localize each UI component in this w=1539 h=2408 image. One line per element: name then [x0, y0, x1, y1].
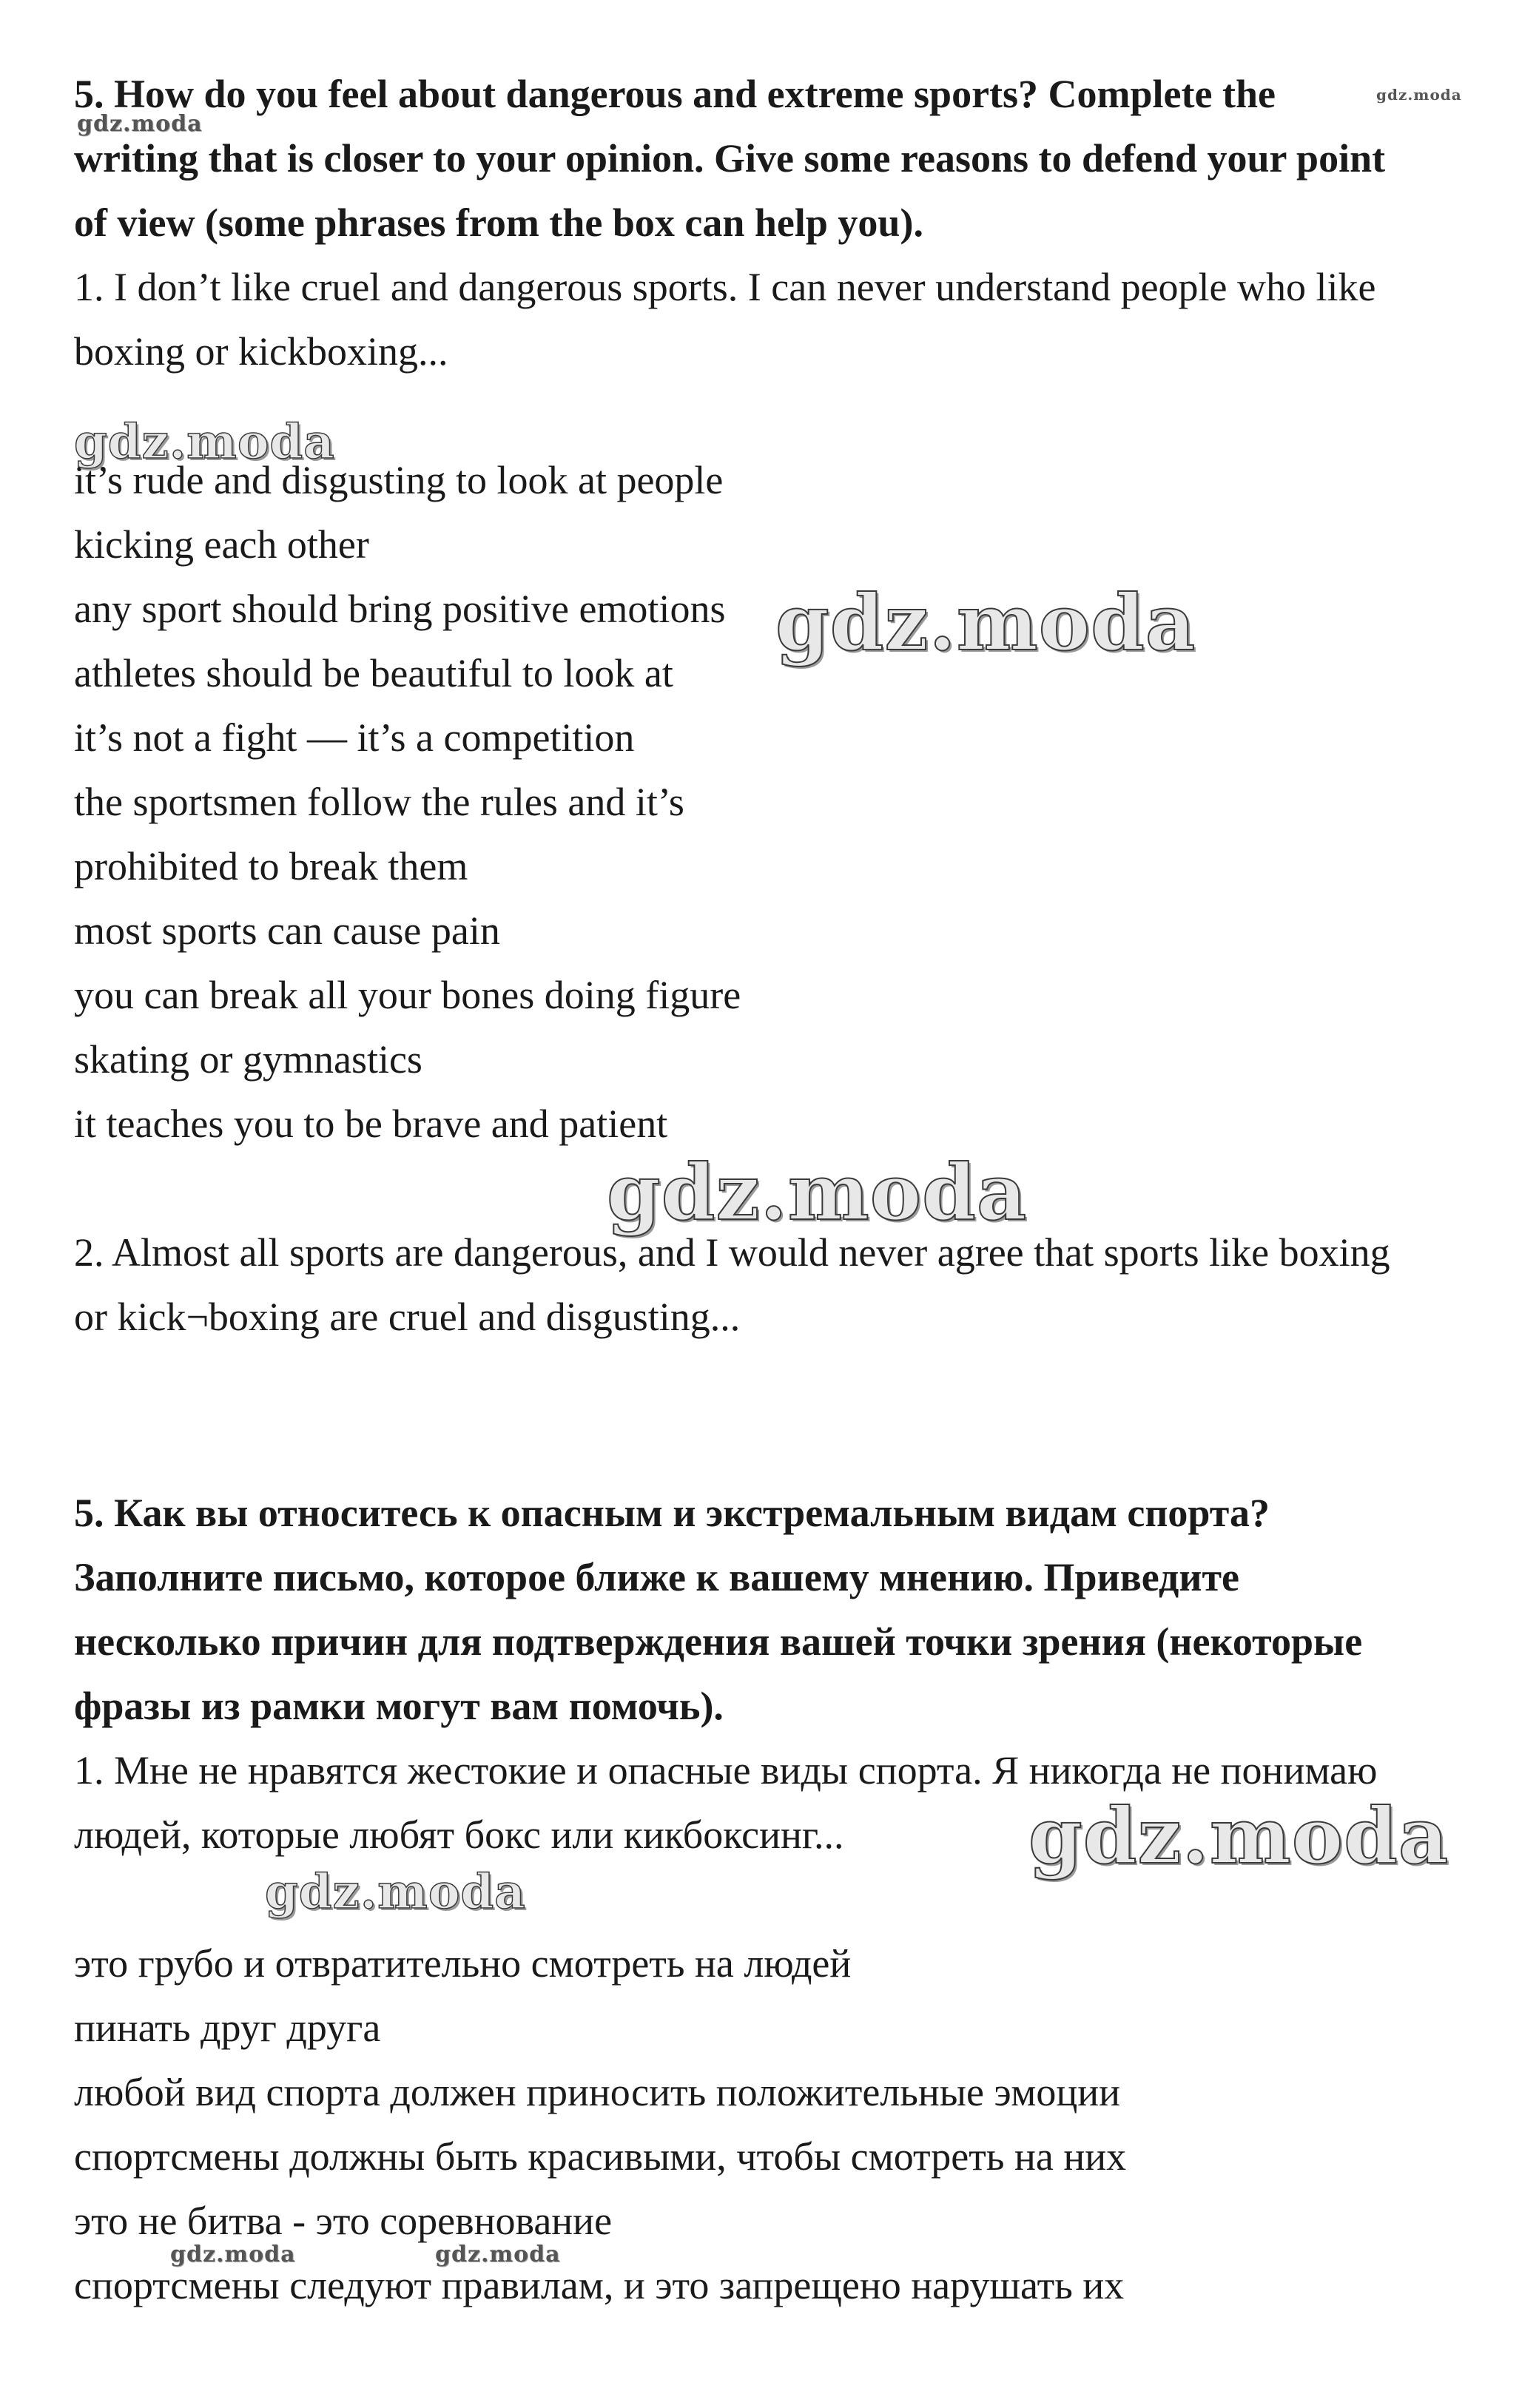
- watermark: gdz.moda: [1028, 1790, 1449, 1881]
- opinion-2-line-2: or kick¬boxing are cruel and disgusting...: [74, 1295, 741, 1339]
- phrase-line: any sport should bring positive emotions: [74, 587, 726, 631]
- ru-phrase-line: спортсмены следуют правилам, и это запрещено нарушать их: [74, 2263, 1125, 2307]
- phrase-line: most sports can cause pain: [74, 908, 500, 953]
- ru-opinion-1-line-1: 1. Мне не нравятся жестокие и опасные виды спорта. Я никогда не понимаю: [74, 1748, 1378, 1792]
- phrase-line: skating or gymnastics: [74, 1037, 422, 1082]
- watermark: gdz.moda: [265, 1864, 526, 1920]
- task-heading-line-1: 5. How do you feel about dangerous and extreme sports? Complete the: [74, 72, 1276, 116]
- watermark: gdz.moda: [607, 1147, 1028, 1238]
- task-heading-line-2: writing that is closer to your opinion. Give some reasons to defend your point: [74, 136, 1386, 181]
- phrase-line: the sportsmen follow the rules and it’s: [74, 780, 684, 824]
- opinion-1-line-2: boxing or kickboxing...: [74, 329, 448, 374]
- ru-phrase-line: пинать друг друга: [74, 2006, 381, 2050]
- opinion-2-line-1: 2. Almost all sports are dangerous, and I would never agree that sports like boxing: [74, 1230, 1390, 1275]
- ru-opinion-1-line-2: людей, которые любят бокс или кикбоксинг...: [74, 1812, 844, 1857]
- watermark: gdz.moda: [435, 2242, 561, 2267]
- watermark: gdz.moda: [74, 414, 335, 470]
- watermark: gdz.moda: [77, 111, 203, 137]
- phrase-line: you can break all your bones doing figure: [74, 973, 741, 1017]
- ru-task-heading-line-3: несколько причин для подтверждения вашей точки зрения (некоторые: [74, 1619, 1363, 1664]
- task-heading-line-3: of view (some phrases from the box can help you).: [74, 200, 923, 245]
- phrase-line: athletes should be beautiful to look at: [74, 651, 673, 695]
- watermark: gdz.moda: [1376, 86, 1462, 104]
- phrase-line: it teaches you to be brave and patient: [74, 1102, 668, 1146]
- watermark: gdz.moda: [170, 2242, 296, 2267]
- opinion-1-line-1: 1. I don’t like cruel and dangerous sports. I can never understand people who like: [74, 265, 1376, 309]
- watermark: gdz.moda: [775, 577, 1196, 668]
- ru-phrase-line: это не битва - это соревнование: [74, 2199, 613, 2243]
- phrase-line: kicking each other: [74, 522, 369, 567]
- ru-phrase-line: любой вид спорта должен приносить положительные эмоции: [74, 2070, 1121, 2114]
- ru-task-heading-line-4: фразы из рамки могут вам помочь).: [74, 1684, 724, 1728]
- ru-phrase-line: это грубо и отвратительно смотреть на людей: [74, 1941, 852, 1986]
- phrase-line: it’s rude and disgusting to look at people: [74, 458, 724, 502]
- phrase-line: it’s not a fight — it’s a competition: [74, 715, 635, 760]
- ru-phrase-line: спортсмены должны быть красивыми, чтобы смотреть на них: [74, 2134, 1127, 2179]
- ru-task-heading-line-2: Заполните письмо, которое ближе к вашему мнению. Приведите: [74, 1555, 1239, 1599]
- phrase-line: prohibited to break them: [74, 844, 468, 888]
- ru-task-heading-line-1: 5. Как вы относитесь к опасным и экстремальным видам спорта?: [74, 1491, 1270, 1535]
